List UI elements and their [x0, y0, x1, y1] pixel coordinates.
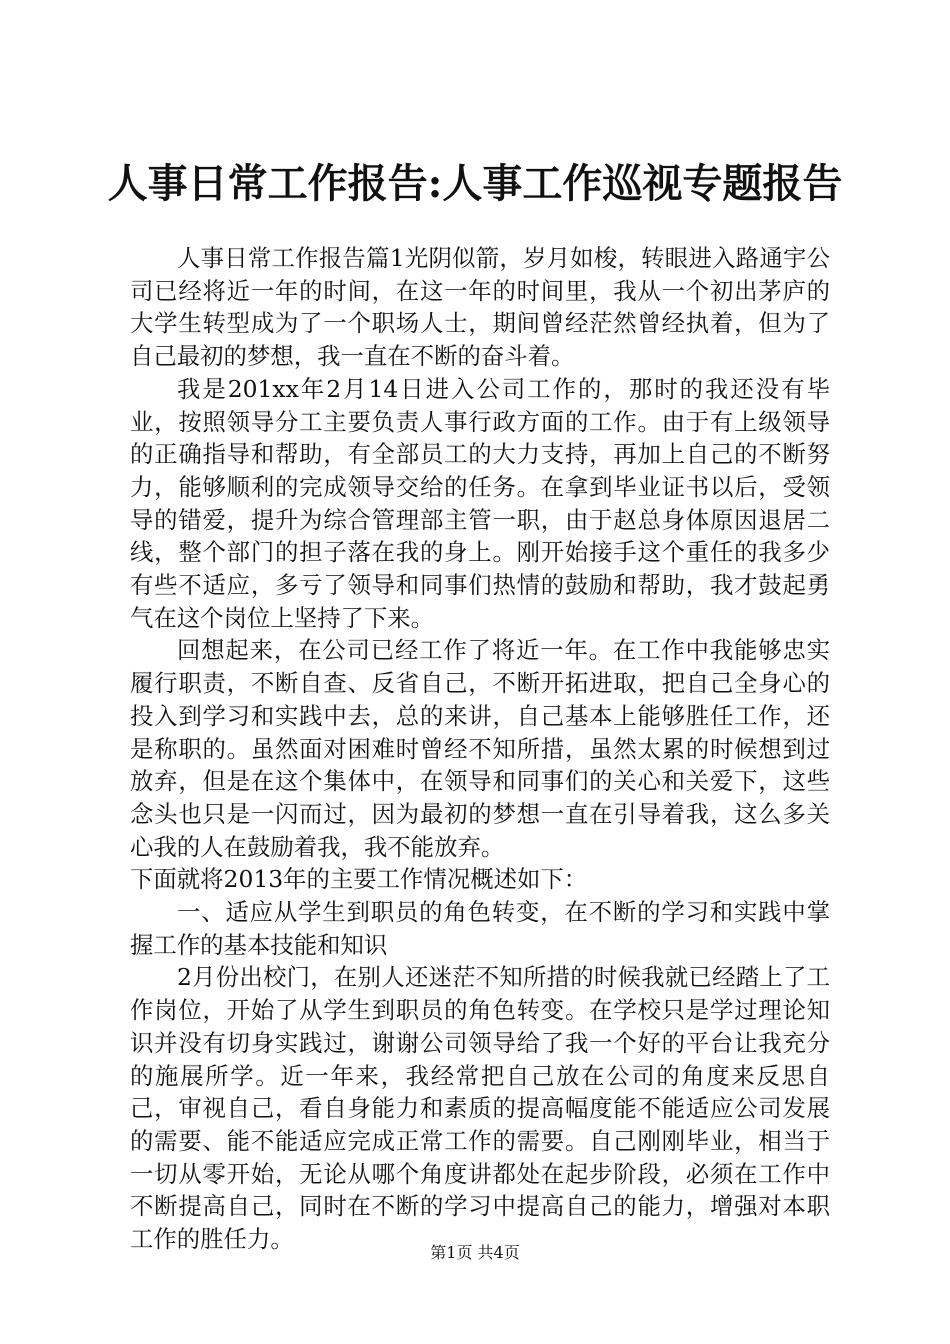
- document-body: [130, 242, 830, 1256]
- paragraph-overview: 下面就将2013年的主要工作情况概述如下：: [130, 865, 588, 894]
- page-number-footer: 第1页 共4页: [430, 1243, 520, 1262]
- document-title: 人事日常工作报告:人事工作巡视专题报告: [107, 160, 843, 207]
- paragraph-role-transition: 2月份出校门，在别人还迷茫不知所措的时候我就已经踏上了工作岗位，开始了从学生到职员的角色转变。在学校只是学过理论知识并没有切身实践过，谢谢公司领导给了我一个好的平台让我充分的施展所学。近一年来，我经常把自己放在公司的角度来反思自己，审视自己，看自身能力和素质的提高幅度能不能适应公司发展的需要、能不能适应完成正常工作的需要。自己刚刚毕业，相当于一切从零开始，无论从哪个角度讲都处在起步阶段，必须在工作中不断提高自己，同时在不断的学习中提高自己的能力，增强对本职工作的胜任力。: [130, 963, 830, 1254]
- section-heading-1: 一、适应从学生到职员的角色转变，在不断的学习和实践中掌握工作的基本技能和知识: [130, 898, 830, 959]
- paragraph-joining: 我是201xx年2月14日进入公司工作的，那时的我还没有毕业，按照领导分工主要负责人事行政方面的工作。由于有上级领导的正确指导和帮助，有全部员工的大力支持，再加上自己的不断努力，能够顺利的完成领导交给的任务。在拿到毕业证书以后，受领导的错爱，提升为综合管理部主管一职，由于赵总身体原因退居二线，整个部门的担子落在我的身上。刚开始接手这个重任的我多少有些不适应，多亏了领导和同事们热情的鼓励和帮助，我才鼓起勇气在这个岗位上坚持了下来。: [130, 374, 830, 632]
- paragraph-reflection: 回想起来，在公司已经工作了将近一年。在工作中我能够忠实履行职责，不断自查、反省自己，不断开拓进取，把自己全身心的投入到学习和实践中去，总的来讲，自己基本上能够胜任工作，还是称职的。虽然面对困难时曾经不知所措，虽然太累的时候想到过放弃，但是在这个集体中，在领导和同事们的关心和关爱下，这些念头也只是一闪而过，因为最初的梦想一直在引导着我，这么多关心我的人在鼓励着我，我不能放弃。: [130, 636, 830, 861]
- paragraph-intro: 人事日常工作报告篇1光阴似箭，岁月如梭，转眼进入路通宇公司已经将近一年的时间，在这一年的时间里，我从一个初出茅庐的大学生转型成为了一个职场人士，期间曾经茫然曾经执着，但为了自己最初的梦想，我一直在不断的奋斗着。: [130, 244, 830, 371]
